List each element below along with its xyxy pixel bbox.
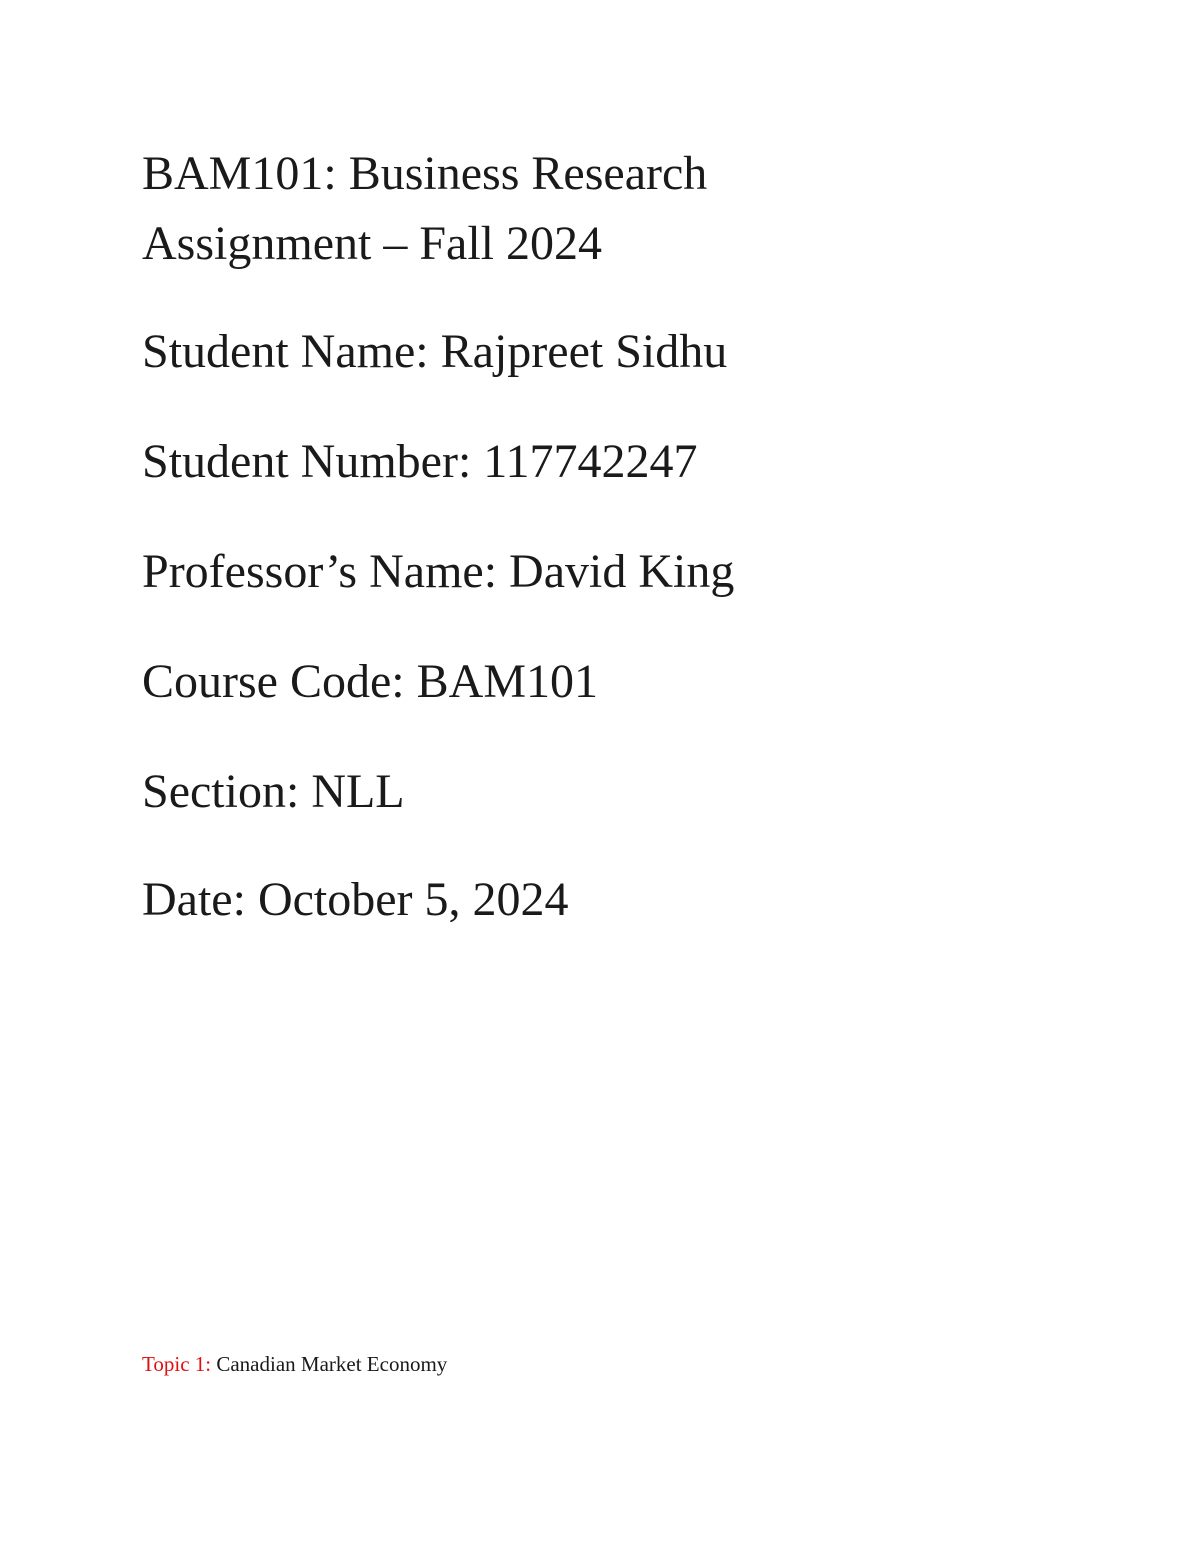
course-code: Course Code: BAM101 <box>142 655 598 708</box>
topic-label: Topic 1: <box>142 1352 212 1376</box>
title-line-1: BAM101: Business Research <box>142 147 708 200</box>
date: Date: October 5, 2024 <box>142 873 569 926</box>
student-name: Student Name: Rajpreet Sidhu <box>142 325 728 378</box>
professor-name: Professor’s Name: David King <box>142 545 735 598</box>
student-number: Student Number: 117742247 <box>142 435 698 488</box>
topic-line <box>142 1349 447 1379</box>
topic-value: Canadian Market Economy <box>216 1352 448 1376</box>
title-line-2: Assignment – Fall 2024 <box>142 217 603 270</box>
section: Section: NLL <box>142 765 405 818</box>
